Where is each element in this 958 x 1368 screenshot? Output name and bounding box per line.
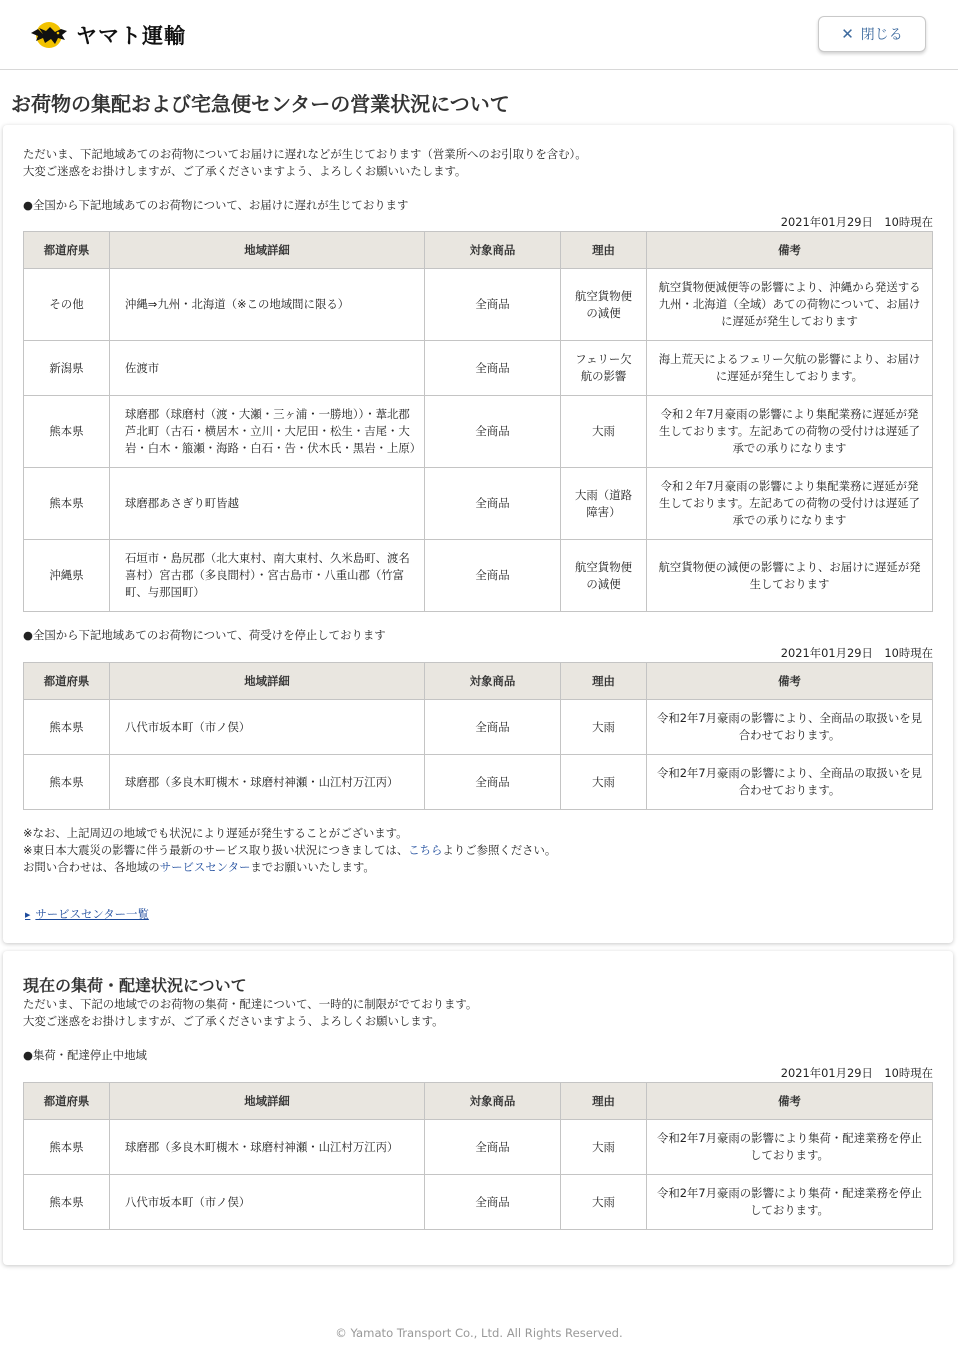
table-row xyxy=(24,396,933,468)
cell-note: 海上荒天によるフェリー欠航の影響により、お届けに遅延が発生しております。 xyxy=(647,341,933,396)
cell-area: 球磨郡（多良木町槻木・球磨村神瀬・山江村万江丙） xyxy=(110,755,425,810)
yamato-logo[interactable] xyxy=(28,20,186,50)
cell-pref: 熊本県 xyxy=(24,396,110,468)
status-card-pickup xyxy=(3,951,953,1265)
note-line-2-text: ※東日本大震災の影響に伴う最新のサービス取り扱い状況につきましては、 xyxy=(23,843,409,857)
table-header-row xyxy=(24,232,933,269)
cell-pref: 沖縄県 xyxy=(24,540,110,612)
col-reason: 理由 xyxy=(561,232,647,269)
note-line-1: ※なお、上記周辺の地域でも状況により遅延が発生することがございます。 xyxy=(23,826,408,840)
cell-reason: 航空貨物便の減便 xyxy=(561,269,647,341)
cell-pref: 熊本県 xyxy=(24,1120,110,1175)
earthquake-info-link[interactable]: こちら xyxy=(408,843,443,857)
col-reason: 理由 xyxy=(561,1083,647,1120)
cell-area: 球磨郡あさぎり町皆越 xyxy=(110,468,425,540)
cell-note: 令和２年7月豪雨の影響により集配業務に遅延が発生しております。左記あての荷物の受付けは遅延了承での承りになります xyxy=(647,468,933,540)
col-area: 地域詳細 xyxy=(110,1083,425,1120)
intro-line-1: ただいま、下記の地域でのお荷物の集荷・配達について、一時的に制限がでております。 xyxy=(23,997,478,1011)
cell-area: 球磨郡（球磨村（渡・大瀬・三ヶ浦・一勝地））・葦北郡芦北町（古石・横居木・立川・大尼田・松生・吉尾・大岩・白木・箙瀬・海路・白石・告・伏木氏・黒岩・上原） xyxy=(110,396,425,468)
table-row xyxy=(24,1120,933,1175)
cell-reason: 大雨（道路障害） xyxy=(561,468,647,540)
col-area: 地域詳細 xyxy=(110,663,425,700)
col-product: 対象商品 xyxy=(425,1083,561,1120)
cell-area: 球磨郡（多良木町槻木・球磨村神瀬・山江村万江丙） xyxy=(110,1120,425,1175)
cell-pref: 新潟県 xyxy=(24,341,110,396)
cell-note: 航空貨物便の減便の影響により、お届けに遅延が発生しております xyxy=(647,540,933,612)
intro-line-2: 大変ご迷惑をお掛けしますが、ご了承くださいますよう、よろしくお願いいたします。 xyxy=(23,164,467,178)
cell-note: 令和2年7月豪雨の影響により集荷・配達業務を停止しております。 xyxy=(647,1175,933,1230)
stop-table xyxy=(23,662,933,810)
col-product: 対象商品 xyxy=(425,663,561,700)
note-line-3-text: お問い合わせは、各地域の xyxy=(23,860,160,874)
cell-reason: フェリー欠航の影響 xyxy=(561,341,647,396)
cell-area: 八代市坂本町（市ノ俣） xyxy=(110,1175,425,1230)
table-header-row xyxy=(24,1083,933,1120)
col-note: 備考 xyxy=(647,1083,933,1120)
cell-product: 全商品 xyxy=(425,468,561,540)
pickup-asof: 2021年01月29日 10時現在 xyxy=(780,1066,933,1080)
col-product: 対象商品 xyxy=(425,232,561,269)
table-row xyxy=(24,1175,933,1230)
col-reason: 理由 xyxy=(561,663,647,700)
table-row xyxy=(24,700,933,755)
cell-product: 全商品 xyxy=(425,1120,561,1175)
close-label: 閉じる xyxy=(860,27,903,43)
service-center-list-link[interactable] xyxy=(25,906,149,922)
cell-product: 全商品 xyxy=(425,755,561,810)
cell-pref: 熊本県 xyxy=(24,700,110,755)
cell-product: 全商品 xyxy=(425,700,561,755)
delay-table xyxy=(23,231,933,612)
close-icon: ✕ xyxy=(841,25,854,43)
stop-asof: 2021年01月29日 10時現在 xyxy=(780,646,933,660)
service-center-inline-link[interactable]: サービスセンター xyxy=(159,860,251,874)
cell-pref: 熊本県 xyxy=(24,755,110,810)
logo-text: ヤマト運輸 xyxy=(76,24,186,48)
pickup-table xyxy=(23,1082,933,1230)
table-row xyxy=(24,755,933,810)
cell-reason: 航空貨物便の減便 xyxy=(561,540,647,612)
footer-copyright: © Yamato Transport Co., Ltd. All Rights Reserved. xyxy=(335,1326,623,1340)
cell-pref: 熊本県 xyxy=(24,1175,110,1230)
cell-pref: その他 xyxy=(24,269,110,341)
note-line-3-text-end: までお願いいたします。 xyxy=(250,860,375,874)
status-card-delivery xyxy=(3,125,953,943)
cell-note: 令和２年7月豪雨の影響により集配業務に遅延が発生しております。左記あての荷物の受付けは遅延了承での承りになります xyxy=(647,396,933,468)
cell-product: 全商品 xyxy=(425,1175,561,1230)
cell-area: 石垣市・島尻郡（北大東村、南大東村、久米島町、渡名喜村）宮古郡（多良間村）・宮古島市・八重山郡（竹富町、与那国町） xyxy=(110,540,425,612)
cell-area: 沖縄⇒九州・北海道（※この地域間に限る） xyxy=(110,269,425,341)
cell-area: 佐渡市 xyxy=(110,341,425,396)
col-pref: 都道府県 xyxy=(24,663,110,700)
col-pref: 都道府県 xyxy=(24,1083,110,1120)
cell-product: 全商品 xyxy=(425,269,561,341)
page-title: お荷物の集配および宅急便センターの営業状況について xyxy=(11,92,510,116)
table-row xyxy=(24,468,933,540)
table-row xyxy=(24,540,933,612)
col-note: 備考 xyxy=(647,232,933,269)
cell-note: 令和2年7月豪雨の影響により、全商品の取扱いを見合わせております。 xyxy=(647,755,933,810)
cell-note: 令和2年7月豪雨の影響により、全商品の取扱いを見合わせております。 xyxy=(647,700,933,755)
cell-reason: 大雨 xyxy=(561,396,647,468)
table-row xyxy=(24,269,933,341)
site-header xyxy=(0,0,958,70)
black-cat-logo-icon xyxy=(28,21,70,49)
delay-heading: ●全国から下記地域あてのお荷物について、お届けに遅れが生じております xyxy=(23,198,409,212)
table-header-row xyxy=(24,663,933,700)
col-area: 地域詳細 xyxy=(110,232,425,269)
col-pref: 都道府県 xyxy=(24,232,110,269)
cell-reason: 大雨 xyxy=(561,1175,647,1230)
cell-product: 全商品 xyxy=(425,341,561,396)
delay-asof: 2021年01月29日 10時現在 xyxy=(780,215,933,229)
close-button[interactable] xyxy=(818,16,926,52)
col-note: 備考 xyxy=(647,663,933,700)
cell-area: 八代市坂本町（市ノ俣） xyxy=(110,700,425,755)
note-line-3 xyxy=(23,859,375,876)
cell-product: 全商品 xyxy=(425,396,561,468)
triangle-right-icon: ▶ xyxy=(25,911,31,919)
cell-reason: 大雨 xyxy=(561,1120,647,1175)
intro-line-1: ただいま、下記地域あてのお荷物についてお届けに遅れなどが生じております（営業所へのお引取りを含む）。 xyxy=(23,147,587,161)
cell-reason: 大雨 xyxy=(561,700,647,755)
note-line-2-text-end: よりご参照ください。 xyxy=(442,843,557,857)
cell-pref: 熊本県 xyxy=(24,468,110,540)
note-line-2 xyxy=(23,842,556,859)
cell-note: 航空貨物便減便等の影響により、沖縄から発送する九州・北海道（全域）あての荷物について、お届けに遅延が発生しております xyxy=(647,269,933,341)
stop-heading: ●全国から下記地域あてのお荷物について、荷受けを停止しております xyxy=(23,628,386,642)
pickup-heading: ●集荷・配達停止中地域 xyxy=(23,1048,147,1062)
table-row xyxy=(24,341,933,396)
cell-product: 全商品 xyxy=(425,540,561,612)
cell-note: 令和2年7月豪雨の影響により集荷・配達業務を停止しております。 xyxy=(647,1120,933,1175)
intro-line-2: 大変ご迷惑をお掛けしますが、ご了承くださいますよう、よろしくお願いします。 xyxy=(23,1014,444,1028)
section-title: 現在の集荷・配達状況について xyxy=(23,976,247,995)
cell-reason: 大雨 xyxy=(561,755,647,810)
service-center-list-label: サービスセンター一覧 xyxy=(35,907,149,921)
